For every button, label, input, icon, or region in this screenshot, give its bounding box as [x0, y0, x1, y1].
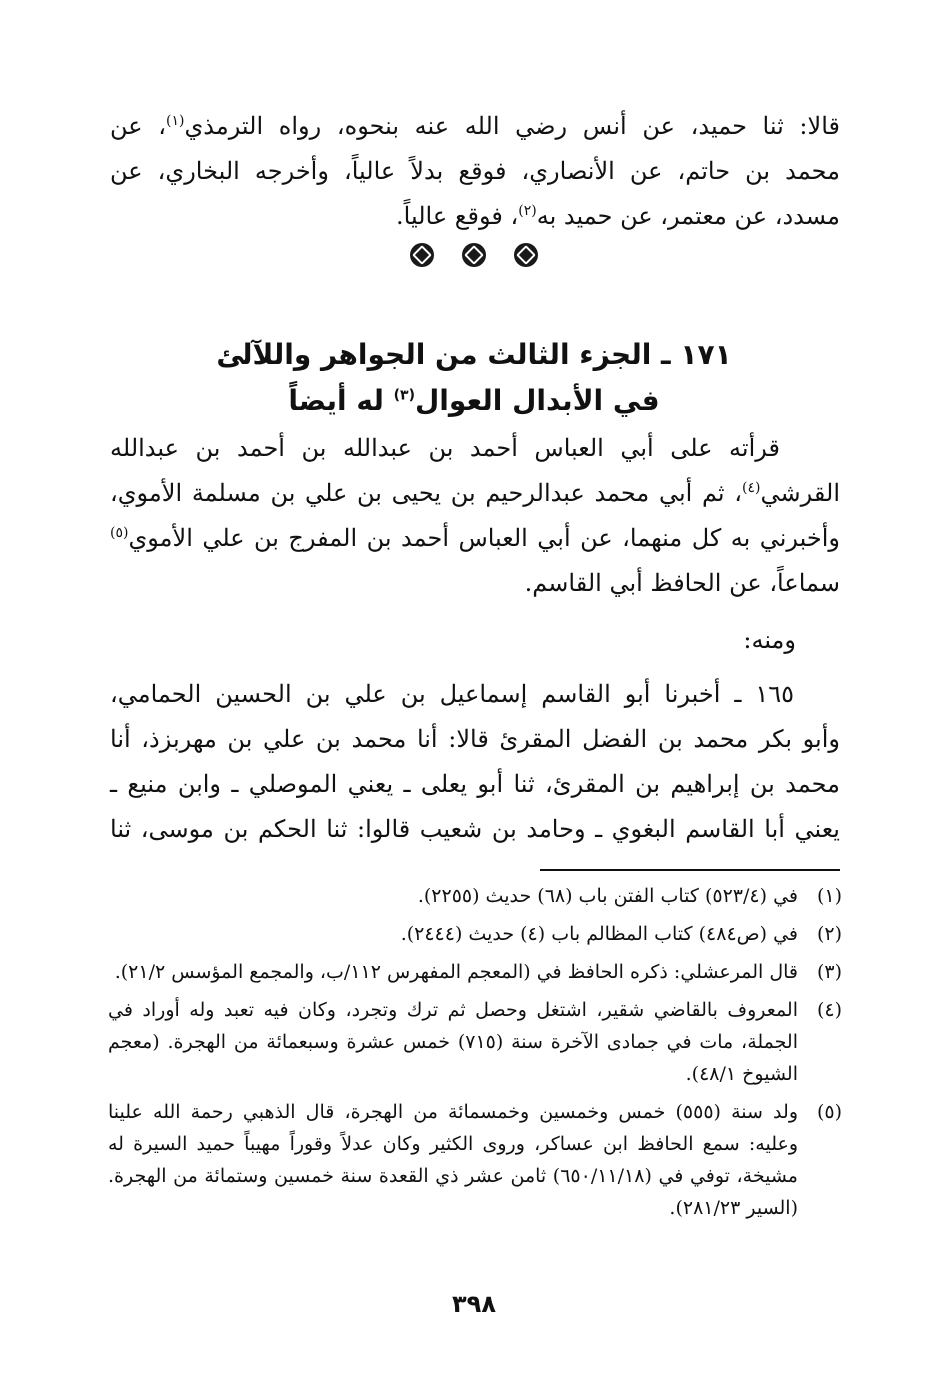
footnote-number: (٣) [816, 961, 842, 983]
footnote-text: في (٥٢٣/٤) كتاب الفتن باب (٦٨) حديث (٢٢٥٥). [417, 885, 798, 907]
footnote-number: (٤) [816, 999, 842, 1021]
heading-line: ١٧١ ـ الجزء الثالث من الجواهر واللآلئ [216, 338, 732, 371]
text-line: قالا: ثنا حميد، عن أنس رضي الله عنه بنحوه، رواه الترمذي$^{(١)}$، عن [110, 112, 840, 140]
footnote-ref[interactable]: (١) [165, 113, 185, 129]
text-line: سماعاً، عن الحافظ أبي القاسم. [524, 569, 840, 597]
section-divider [0, 243, 948, 267]
text-line: محمد بن إبراهيم بن المقرئ، ثنا أبو يعلى ـ يعني الموصلي ـ وابن منيع ـ [110, 770, 841, 798]
footnotes [108, 880, 842, 1230]
footnote-number: (٥) [816, 1101, 842, 1123]
sub-heading: ومنه: [743, 626, 796, 654]
footnote [108, 918, 842, 950]
text-line: مسدد، عن معتمر، عن حميد به$^{(٢)}$، فوقع عالياً. [396, 202, 840, 230]
page-number: ٣٩٨ [452, 1290, 496, 1318]
text-line: ١٦٥ ـ أخبرنا أبو القاسم إسماعيل بن علي بن الحسين الحمامي، [110, 680, 794, 708]
text-line: وأبو بكر محمد بن الفضل المقرئ قالا: أنا محمد بن علي بن مهربزذ، أنا [110, 725, 840, 753]
ornament-icon [462, 243, 486, 267]
footnote-ref[interactable]: (٣) [393, 387, 415, 404]
footnote [108, 880, 842, 912]
footnote [108, 994, 842, 1090]
ornament-icon [514, 243, 538, 267]
footnote-ref[interactable]: (٥) [110, 525, 129, 541]
text-line: وأخبرني به كل منهما، عن أبي العباس أحمد بن المفرج بن علي الأموي$^{(٥)}$ [110, 524, 840, 552]
section-heading [0, 332, 948, 424]
text-line: محمد بن حاتم، عن الأنصاري، فوقع بدلاً عالياً، وأخرجه البخاري، عن [110, 157, 840, 185]
footnote-text: قال المرعشلي: ذكره الحافظ في (المعجم المفهرس ١١٢/ب، والمجمع المؤسس ٢١/٢). [114, 961, 798, 983]
ornament-icon [410, 243, 434, 267]
footnote-ref[interactable]: (٢) [518, 203, 537, 219]
footnote [108, 956, 842, 988]
footnote-ref[interactable]: (٤) [742, 480, 761, 496]
hadith-paragraph [110, 672, 840, 852]
intro-paragraph [110, 104, 840, 239]
text-line: القرشي$^{(٤)}$، ثم أبي محمد عبدالرحيم بن يحيى بن علي بن مسلمة الأموي، [110, 479, 840, 507]
text-line: يعني أبا القاسم البغوي ـ وحامد بن شعيب قالوا: ثنا الحكم بن موسى، ثنا [110, 815, 840, 843]
footnote-number: (١) [816, 885, 842, 907]
footnote-text: ولد سنة (٥٥٥) خمس وخمسين وخمسمائة من الهجرة، قال الذهبي رحمة الله علينا وعليه: سمع الحافظ ابن عساكر، وروى الكثير وكان عدلاً وقوراً مهيباً حميد السيرة له مشيخة، توفي في (٦٥٠/١١/١٨) ثامن عشر ذي القعدة سنة خمسين وستمائة من الهجرة. (السير ٢٨١/٢٣). [108, 1101, 798, 1219]
footnote-separator [540, 869, 840, 871]
footnote [108, 1096, 842, 1224]
footnote-number: (٢) [816, 923, 842, 945]
text-line: قرأته على أبي العباس أحمد بن عبدالله بن أحمد بن عبدالله [110, 434, 780, 462]
footnote-text: المعروف بالقاضي شقير، اشتغل وحصل ثم ترك وتجرد، وكان فيه تعبد وله أوراد في الجملة، مات في جمادى الآخرة سنة (٧١٥) خمس عشرة وسبعمائة من الهجرة. (معجم الشيوخ ٤٨/١). [108, 999, 798, 1085]
footnote-text: في (ص٤٨٤) كتاب المظالم باب (٤) حديث (٢٤٤٤). [400, 923, 798, 945]
heading-line: في الأبدال العوال$^{(٣)}$ له أيضاً [288, 384, 660, 417]
isnad-paragraph [110, 426, 840, 606]
